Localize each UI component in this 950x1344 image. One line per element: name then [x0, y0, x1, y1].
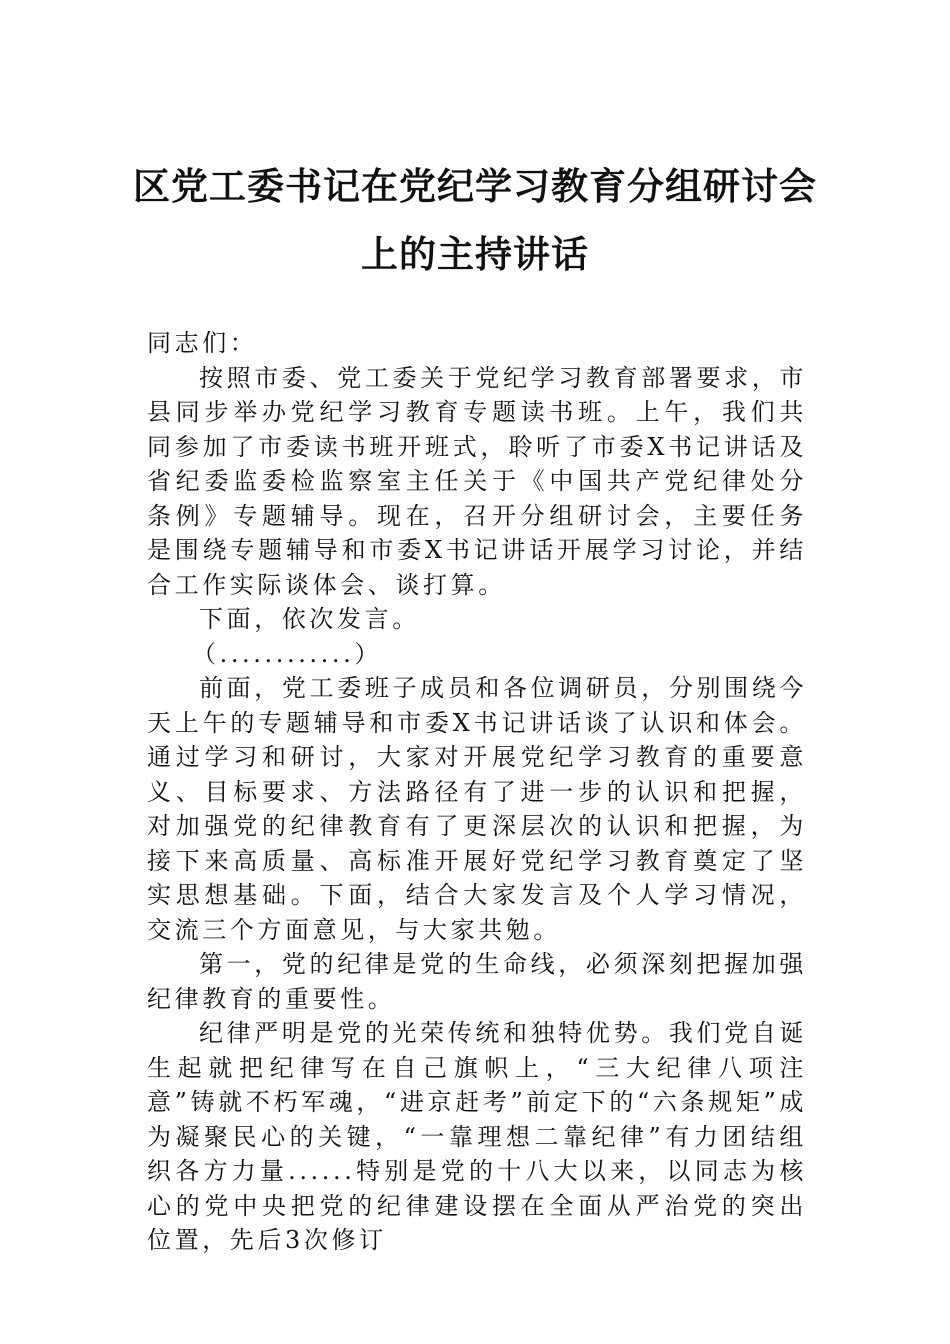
document-title-line-1: 区党工委书记在党纪学习教育分组研讨会 [133, 164, 817, 208]
paragraph-summary: 前面，党工委班子成员和各位调研员，分别围绕今天上午的专题辅导和市委X书记讲话谈了认识和体会。通过学习和研讨，大家对开展党纪学习教育的重要意义、目标要求、方法路径有了进一步的认识和把握，对加强党的纪律教育有了更深层次的认识和把握，为接下来高质量、高标准开展好党纪学习教育奠定了坚实思想基础。下面，结合大家发言及个人学习情况，交流三个方面意见，与大家共勉。 [147, 674, 807, 944]
paragraph-discipline-tradition: 纪律严明是党的光荣传统和独特优势。我们党自诞生起就把纪律写在自己旗帜上，“三大纪律八项注意”铸就不朽军魂，“进京赶考”前定下的“六条规矩”成为凝聚民心的关键，“一靠理想二靠纪律”有力团结组织各方力量......特别是党的十八大以来，以同志为核心的党中央把党的纪律建设摆在全面从严治党的突出位置，先后3次修订 [147, 1019, 807, 1254]
paragraph-section-heading-1: 第一，党的纪律是党的生命线，必须深刻把握加强纪律教育的重要性。 [147, 950, 807, 1013]
paragraph-intro: 按照市委、党工委关于党纪学习教育部署要求，市县同步举办党纪学习教育专题读书班。上午，我们共同参加了市委读书班开班式，聆听了市委X书记讲话及省纪委监委检监察室主任关于《中国共产党纪律处分条例》专题辅导。现在，召开分组研讨会，主要任务是围绕专题辅导和市委X书记讲话开展学习讨论，并结合工作实际谈体会、谈打算。 [147, 363, 807, 599]
greeting: 同志们： [147, 329, 258, 357]
document-title-line-2: 上的主持讲话 [361, 232, 589, 276]
document-body [147, 326, 807, 1258]
paragraph-speaking-order: 下面，依次发言。 [199, 605, 420, 633]
paragraph-ellipsis: （............） [192, 639, 382, 668]
